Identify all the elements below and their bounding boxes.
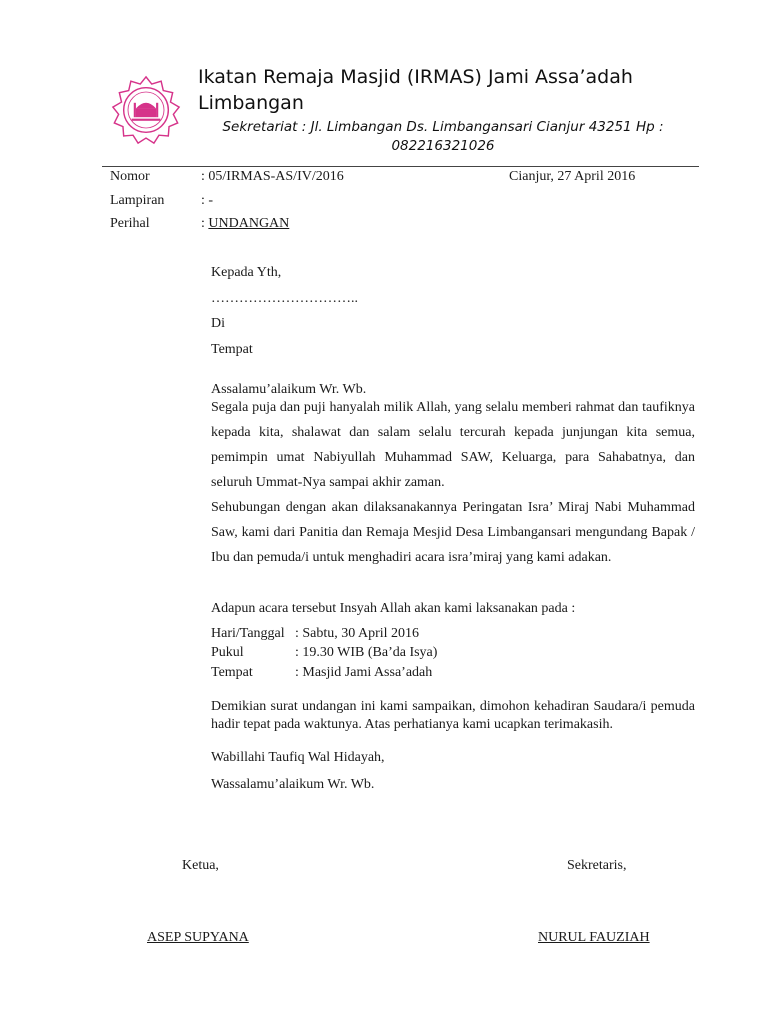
signature-role-ketua: Ketua, xyxy=(182,858,219,873)
detail-label: Pukul xyxy=(211,645,244,660)
closing-salam: Wassalamu’alaikum Wr. Wb. xyxy=(211,777,375,792)
perihal-value: UNDANGAN xyxy=(208,216,290,231)
detail-row-place xyxy=(211,664,432,682)
recipient-name: ………………………….. xyxy=(211,291,358,306)
detail-row-time xyxy=(211,644,437,662)
perihal-colon: : xyxy=(201,216,209,231)
header-divider xyxy=(102,166,699,167)
detail-value: : Sabtu, 30 April 2016 xyxy=(295,626,420,641)
detail-value: : Masjid Jami Assa’adah xyxy=(295,665,433,680)
opening-salam: Assalamu’alaikum Wr. Wb. xyxy=(211,382,367,397)
nomor-label: Nomor xyxy=(110,169,150,184)
event-intro: Adapun acara tersebut Insyah Allah akan kami laksanakan pada : xyxy=(211,601,576,616)
signature-role-sekretaris: Sekretaris, xyxy=(567,858,627,873)
detail-label: Hari/Tanggal xyxy=(211,626,285,641)
perihal-field xyxy=(201,215,289,233)
seal-icon xyxy=(110,74,182,146)
secretariat-address: Sekretariat : Jl. Limbangan Ds. Limbangansari Cianjur 43251 Hp : 082216321026 xyxy=(222,119,664,154)
detail-row-date xyxy=(211,625,419,643)
detail-value: : 19.30 WIB (Ba’da Isya) xyxy=(295,645,438,660)
body-paragraph-1: Segala puja dan puji hanyalah milik Allah, yang selalu memberi rahmat dan taufiknya kepada kita, shalawat dan salam selalu tercurah kepada junjungan kita semua, pemimpin umat Nabiyullah Muhammad SAW, Keluarga, para Sahabatnya, dan seluruh Ummat-Nya sampai akhir zaman. xyxy=(211,400,695,490)
signature-name-ketua: ASEP SUPYANA xyxy=(147,930,249,945)
recipient-greeting: Kepada Yth, xyxy=(211,265,282,280)
recipient-place: Tempat xyxy=(211,342,253,357)
nomor-value: : 05/IRMAS-AS/IV/2016 xyxy=(201,169,344,184)
perihal-label: Perihal xyxy=(110,216,150,231)
lampiran-value: : - xyxy=(201,193,214,208)
detail-label: Tempat xyxy=(211,665,253,680)
signature-name-sekretaris: NURUL FAUZIAH xyxy=(538,930,650,945)
body-paragraph-2: Sehubungan dengan akan dilaksanakannya Peringatan Isra’ Miraj Nabi Muhammad Saw, kami dari Panitia dan Remaja Mesjid Desa Limbangansari mengundang Bapak / Ibu dan pemuda/i untuk menghadiri acara isra’miraj yang kami adakan. xyxy=(211,500,695,565)
letter-date: Cianjur, 27 April 2016 xyxy=(509,169,636,184)
closing-wabillahi: Wabillahi Taufiq Wal Hidayah, xyxy=(211,750,385,765)
organization-title: Ikatan Remaja Masjid (IRMAS) Jami Assa’adah Limbangan xyxy=(198,66,633,114)
recipient-di: Di xyxy=(211,316,225,331)
lampiran-label: Lampiran xyxy=(110,193,165,208)
closing-paragraph: Demikian surat undangan ini kami sampaikan, dimohon kehadiran Saudara/i pemuda hadir tepat pada waktunya. Atas perhatianya kami ucapkan terimakasih. xyxy=(211,699,695,732)
